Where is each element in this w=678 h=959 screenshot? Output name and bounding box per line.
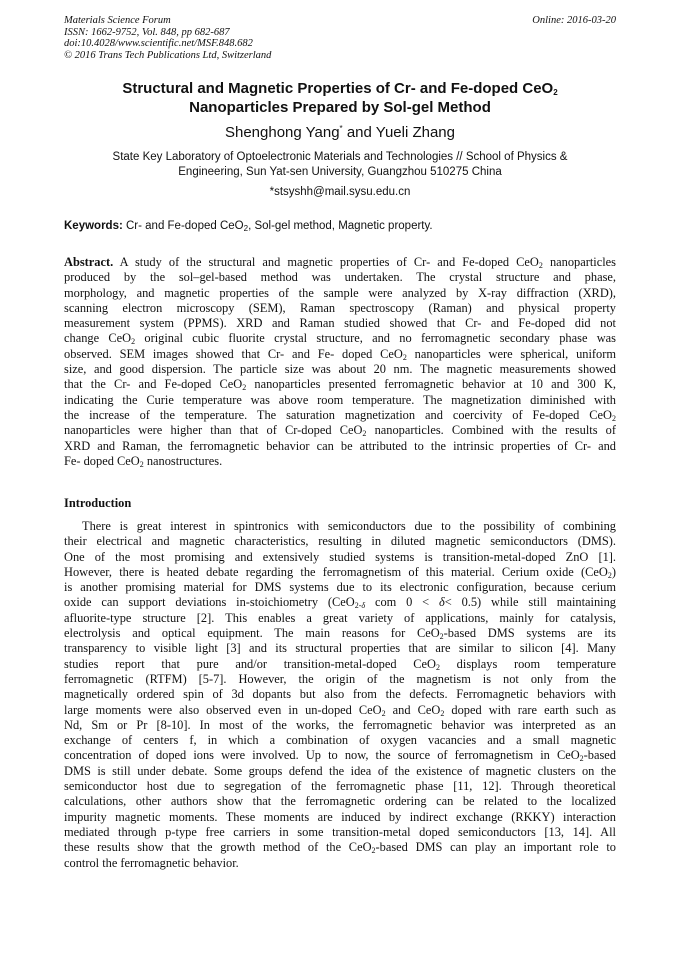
- intro-line: ferromagnetic (RTFM) [5-7]. However, the origin of the magnetism is not only from the: [64, 671, 616, 686]
- author-list: [64, 124, 616, 142]
- abstract-line: Abstract. A study of the structural and magnetic properties of Cr- and Fe-doped CeO$_2$ nanoparticles: [64, 255, 616, 270]
- abstract-line: nanoparticles were higher than that of Cr-doped CeO$_2$ nanoparticles. Combined with the results of: [64, 423, 617, 439]
- author-1: Shenghong Yang: [224, 124, 340, 141]
- title-line-1: Structural and Magnetic Properties of Cr- and Fe-doped CeO: [122, 80, 554, 97]
- online-date: Online: 2016-03-20: [532, 15, 616, 26]
- intro-line: One of the most promising and extensively studied systems is transition-metal-doped ZnO [1].: [64, 549, 616, 564]
- intro-line: magnetically ordered spin of 3d dopants but also from the defects. Ferromagnetic behaviors with: [64, 687, 616, 702]
- intro-line: transparency to visible light [3] and its structural properties that are similar to silicon [4]. Many: [64, 641, 616, 656]
- doi-line: doi:10.4028/www.scientific.net/MSF.848.682: [64, 38, 253, 50]
- affiliation: [64, 150, 616, 180]
- title-line-2: Nanoparticles Prepared by Sol-gel Method: [189, 99, 491, 116]
- title-subscript: 2: [553, 88, 558, 97]
- intro-line: their electrical and magnetic characteristics, resulting in diluted magnetic semiconductors (DMS).: [64, 534, 616, 549]
- keywords-label: Keywords:: [64, 220, 123, 232]
- intro-line: calculations, other authors show that the ferromagnetic ordering can be related to the localized: [64, 794, 616, 809]
- intro-line: these results show that the growth method of the CeO$_2$-based DMS can play an important role to: [64, 840, 616, 856]
- keywords-text-1: Cr- and Fe-doped CeO: [122, 220, 244, 232]
- copyright-line: © 2016 Trans Tech Publications Ltd, Switzerland: [64, 49, 272, 61]
- intro-line: However, there is heated debate regarding the ferromagnetism of this material. Cerium oxide (CeO$_2$): [64, 564, 616, 580]
- intro-line: is another promising material for DMS systems due to its electronic configuration, because cerium: [64, 580, 616, 595]
- intro-line: electrolysis and optical equipment. The main reasons for CeO$_2$-based DMS systems are its: [64, 626, 616, 642]
- contact-email[interactable]: *stsyshh@mail.sysu.edu.cn: [269, 186, 411, 198]
- issn-line: ISSN: 1662-9752, Vol. 848, pp 682-687: [64, 26, 230, 38]
- affiliation-line-2: Engineering, Sun Yat-sen University, Guangzhou 510275 China: [178, 166, 502, 178]
- abstract-line: that the Cr- and Fe-doped CeO$_2$ nanoparticles presented ferromagnetic behavior at 10 and 300 K,: [64, 377, 617, 393]
- abstract-line: observed. SEM images showed that Cr- and Fe- doped CeO$_2$ nanoparticles were spherical, uniform: [64, 346, 616, 362]
- intro-line: Nd, Sm or Pr [8-10]. In most of the works, the ferromagnetic behavior was interpreted as an: [64, 717, 616, 732]
- journal-name: Materials Science Forum: [64, 15, 171, 26]
- intro-line: control the ferromagnetic behavior.: [64, 855, 239, 870]
- intro-line: There is great interest in spintronics with semiconductors due to the possibility of combining: [82, 519, 616, 533]
- author-2: and Yueli Zhang: [342, 124, 455, 141]
- intro-line: afluorite-type structure [2]. This enables a great variety of applications, mainly for catalysis,: [64, 610, 616, 625]
- intro-line: large moments were also observed even in un-doped CeO$_2$ and CeO$_2$ doped with rare earth such as: [64, 702, 616, 718]
- intro-line: impurity magnetic moments. These moments are induced by indirect exchange (RKKY) interaction: [64, 809, 616, 824]
- introduction-body: [64, 519, 616, 871]
- paper-title: [64, 79, 616, 117]
- keywords-subscript: 2: [243, 224, 249, 233]
- corresponding-mark: *: [339, 124, 343, 133]
- abstract-line: size, and good dispersion. The particle size was about 20 nm. The magnetic measurements showed: [64, 362, 616, 377]
- abstract: [64, 255, 616, 469]
- intro-line: DMS is still under debate. Some groups defend the idea of the existence of magnetic clusters on the: [64, 763, 616, 778]
- abstract-line: Fe- doped CeO$_2$ nanostructures.: [64, 453, 223, 469]
- keywords: [64, 219, 616, 234]
- abstract-line: scanning electron microscopy (SEM), Raman spectroscopy (Raman) and physical property: [64, 300, 616, 315]
- running-header: [64, 15, 616, 61]
- abstract-line: indicating the Curie temperature was above room temperature. The magnetization diminished with: [64, 392, 616, 407]
- keywords-text-2: , Sol-gel method, Magnetic property.: [248, 220, 433, 232]
- abstract-line: measurement system (PPMS). XRD and Raman studied showed that Cr- and Fe-doped did not: [64, 316, 616, 331]
- abstract-line: XRD and Raman, the ferromagnetic behavior can be attributed to the intrinsic properties of Cr- and: [64, 438, 616, 453]
- intro-line: oxide can support deviations in-stoichiometry (CeO$_{2-\delta}$ com 0 < δ< 0.5) while still maintaining: [64, 595, 616, 611]
- intro-line: exchange of centers f, in which a combination of oxygen vacancies and a small magnetic: [64, 733, 616, 748]
- intro-line: studies report that pure and/or transition-metal-doped CeO$_2$ displays room temperature: [64, 656, 616, 672]
- abstract-line: the increase of the temperature. The saturation magnetization and coercivity of Fe-doped CeO$_2$: [64, 407, 616, 423]
- abstract-line: change CeO$_2$ original cubic fluorite crystal structure, and no ferromagnetic secondary phase was: [64, 331, 616, 347]
- abstract-label: Abstract.: [64, 255, 114, 269]
- intro-line: mediated through p-type free carriers in some transition-metal doped semiconductors [13, 14]. All: [64, 824, 616, 839]
- intro-line: semiconductor host due to segregation of the ferromagnetic phase [11, 12]. Through theoretical: [64, 779, 616, 794]
- abstract-line: produced by the sol–gel-based method was undertaken. The crystal structure and phase,: [64, 270, 616, 285]
- abstract-line: morphology, and magnetic properties of the sample were analyzed by X-ray diffraction (XRD),: [64, 285, 616, 300]
- intro-line: concentration of doped ions were involved. Up to now, the source of ferromagnetism in CeO$_2$-based: [64, 748, 616, 764]
- section-heading-introduction: Introduction: [64, 496, 132, 510]
- affiliation-line-1: State Key Laboratory of Optoelectronic Materials and Technologies // School of Physics &: [112, 151, 568, 163]
